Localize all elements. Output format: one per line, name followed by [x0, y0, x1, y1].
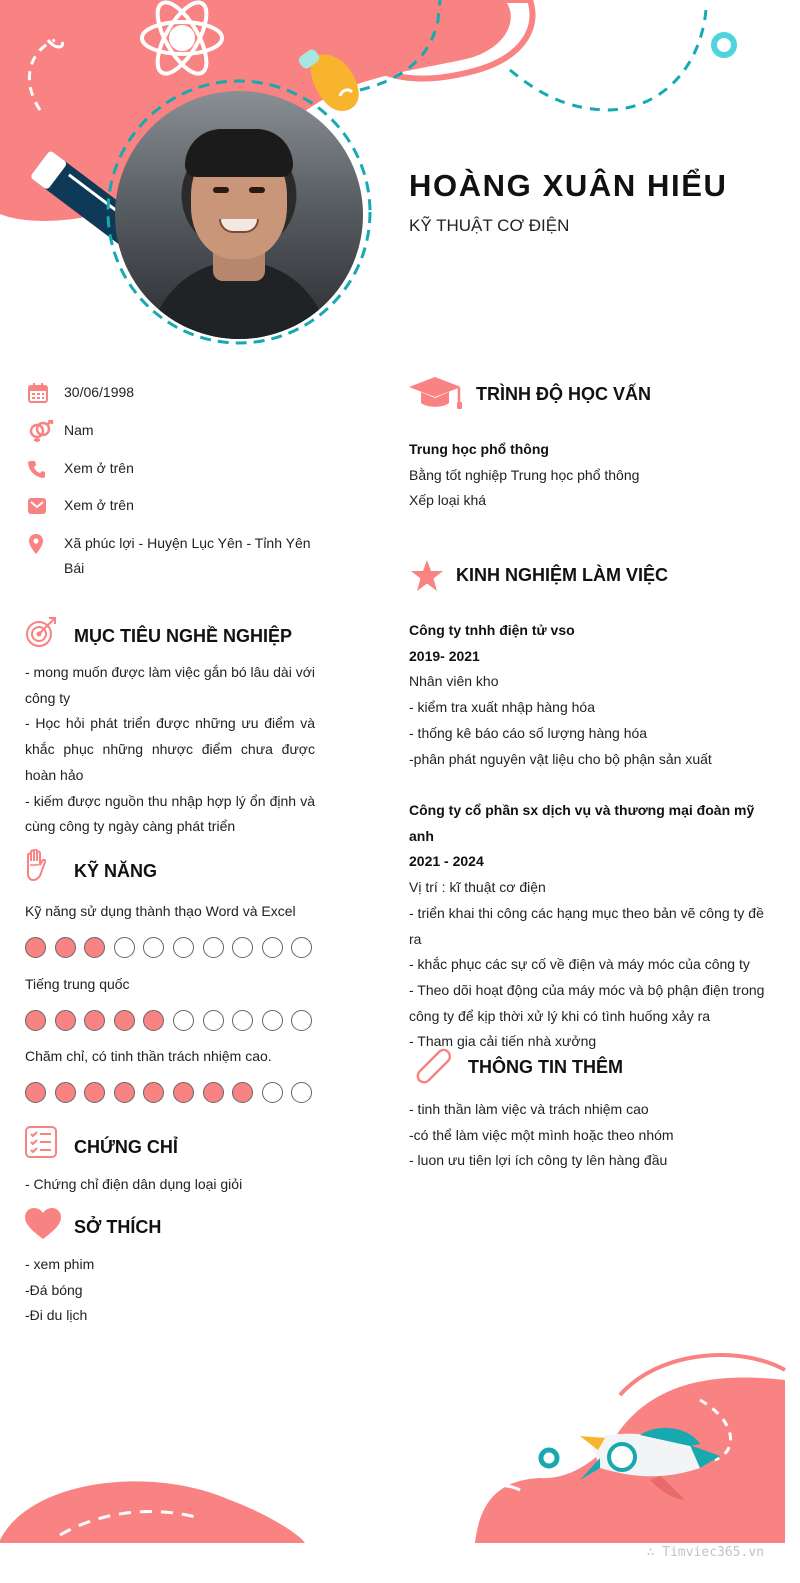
rating-dot-empty — [143, 937, 164, 958]
rating-dot-filled — [25, 937, 46, 958]
target-icon — [25, 616, 57, 653]
objective-line: - mong muốn được làm việc gắn bó lâu dài với công ty — [25, 664, 315, 706]
location-pin-icon — [28, 531, 64, 556]
graduation-cap-icon — [409, 377, 465, 416]
rating-dot-empty — [291, 937, 312, 958]
skill-rating — [25, 1082, 312, 1103]
rating-dot-empty — [291, 1082, 312, 1103]
hobbies-body — [25, 1252, 315, 1329]
objective-line: - kiếm được nguồn thu nhập hợp lý ổn định và cùng công ty ngày càng phát triển — [25, 792, 315, 835]
contact-gender — [28, 418, 314, 443]
rating-dot-filled — [55, 937, 76, 958]
rating-dot-filled — [84, 1010, 105, 1031]
rating-dot-filled — [55, 1010, 76, 1031]
rating-dot-filled — [203, 1082, 224, 1103]
objective-line: - Học hỏi phát triển được những ưu điểm và khắc phục những nhược điểm chưa được hoàn hảo — [25, 715, 315, 783]
job-line: - kiểm tra xuất nhập hàng hóa — [409, 699, 596, 716]
raised-hand-icon — [25, 849, 49, 886]
rating-dot-filled — [84, 937, 105, 958]
contact-text: Xem ở trên — [64, 497, 134, 513]
job-line: - Tham gia cải tiến nhà xưởng — [409, 1033, 597, 1050]
calendar-icon — [28, 380, 64, 405]
education-title: TRÌNH ĐỘ HỌC VẤN — [476, 384, 651, 404]
rating-dot-filled — [55, 1082, 76, 1103]
contact-text: Xem ở trên — [64, 460, 134, 476]
job-line: -phân phát nguyên vật liệu cho bộ phận sản xuất — [409, 750, 712, 767]
job-line: Vị trí : kĩ thuật cơ điện — [409, 879, 546, 896]
experience-job — [409, 618, 774, 772]
additional-line: - tinh thần làm việc và trách nhiệm cao — [409, 1101, 649, 1117]
job-line: - khắc phục các sự cố về điện và máy móc của công ty — [409, 956, 750, 973]
education-line: Bằng tốt nghiệp Trung học phổ thông — [409, 466, 640, 483]
rating-dot-empty — [262, 1010, 283, 1031]
rating-dot-filled — [143, 1010, 164, 1031]
paperclip-icon — [410, 1046, 454, 1093]
rating-dot-filled — [232, 1082, 253, 1103]
experience-job — [409, 798, 774, 1055]
photo-hair — [185, 129, 293, 177]
contact-birthdate — [28, 380, 314, 405]
contact-address — [28, 531, 314, 581]
rating-dot-empty — [114, 937, 135, 958]
rating-dot-empty — [262, 937, 283, 958]
objective-body — [25, 660, 315, 840]
skill-name: Tiếng trung quốc — [25, 976, 130, 992]
objective-title: MỤC TIÊU NGHỀ NGHIỆP — [74, 626, 293, 646]
profile-photo — [115, 91, 363, 339]
education-school: Trung học phổ thông — [409, 441, 549, 457]
job-company: Công ty cổ phần sx dịch vụ và thương mại đoàn mỹ anh — [409, 802, 755, 844]
contact-text: 30/06/1998 — [64, 384, 135, 400]
contact-text: Nam — [64, 422, 94, 438]
job-period: 2021 - 2024 — [409, 853, 484, 870]
rating-dot-empty — [173, 1010, 194, 1031]
skill-name: Kỹ năng sử dụng thành thạo Word và Excel — [25, 903, 296, 919]
additional-title: THÔNG TIN THÊM — [468, 1057, 623, 1077]
rating-dot-empty — [203, 1010, 224, 1031]
phone-icon — [28, 456, 64, 481]
rating-dot-empty — [232, 937, 253, 958]
skill-rating — [25, 937, 312, 958]
contact-phone — [28, 456, 314, 481]
rating-dot-filled — [114, 1010, 135, 1031]
rating-dot-filled — [114, 1082, 135, 1103]
job-company: Công ty tnhh điện tử vso — [409, 622, 575, 638]
email-icon — [28, 493, 64, 518]
rating-dot-empty — [291, 1010, 312, 1031]
rating-dot-filled — [25, 1082, 46, 1103]
additional-line: - luon ưu tiên lợi ích công ty lên hàng đầu — [409, 1152, 668, 1169]
checklist-icon — [25, 1126, 57, 1163]
experience-title: KINH NGHIỆM LÀM VIỆC — [456, 565, 669, 585]
gender-icon — [28, 418, 64, 443]
skill-name: Chăm chỉ, có tinh thần trách nhiệm cao. — [25, 1048, 272, 1064]
contact-text: Xã phúc lợi - Huyện Lục Yên - Tỉnh Yên Bái — [64, 535, 311, 576]
skills-title: KỸ NĂNG — [74, 861, 158, 881]
skill-rating — [25, 1010, 312, 1031]
watermark: ∴ Timviec365.vn — [646, 1545, 764, 1560]
job-period: 2019- 2021 — [409, 647, 480, 664]
education-body — [409, 437, 779, 514]
additional-line: -có thể làm việc một mình hoặc theo nhóm — [409, 1126, 674, 1143]
certificates-title: CHỨNG CHỈ — [74, 1137, 178, 1157]
rating-dot-empty — [262, 1082, 283, 1103]
photo-eye — [249, 187, 265, 193]
heart-icon — [25, 1208, 61, 1245]
hobbies-title: SỞ THÍCH — [74, 1217, 162, 1237]
rating-dot-filled — [173, 1082, 194, 1103]
rating-dot-filled — [25, 1010, 46, 1031]
rating-dot-empty — [203, 937, 224, 958]
certificates-body — [25, 1172, 315, 1198]
candidate-name: HOÀNG XUÂN HIỂU — [409, 168, 728, 203]
hobby-line: -Đi du lịch — [25, 1307, 88, 1324]
photo-eye — [213, 187, 229, 193]
job-line: - triển khai thi công các hạng mục theo bản vẽ công ty đề ra — [409, 904, 764, 947]
rating-dot-filled — [84, 1082, 105, 1103]
candidate-job-title: KỸ THUẬT CƠ ĐIỆN — [409, 216, 570, 235]
rating-dot-empty — [232, 1010, 253, 1031]
additional-body — [409, 1097, 774, 1174]
hobby-line: -Đá bóng — [25, 1281, 83, 1298]
rating-dot-filled — [143, 1082, 164, 1103]
hobby-line: - xem phim — [25, 1256, 95, 1272]
job-line: - thống kê báo cáo số lượng hàng hóa — [409, 724, 648, 741]
contact-email — [28, 493, 314, 518]
rating-dot-empty — [173, 937, 194, 958]
certificate-line: - Chứng chỉ điện dân dụng loại giỏi — [25, 1176, 243, 1192]
job-line: - Theo dõi hoạt động của máy móc và bộ phận điện trong công ty để kịp thời xử lý khi có tình huống xảy ra — [409, 981, 765, 1024]
job-line: Nhân viên kho — [409, 673, 499, 690]
education-line: Xếp loại khá — [409, 492, 487, 509]
star-icon — [410, 560, 444, 597]
